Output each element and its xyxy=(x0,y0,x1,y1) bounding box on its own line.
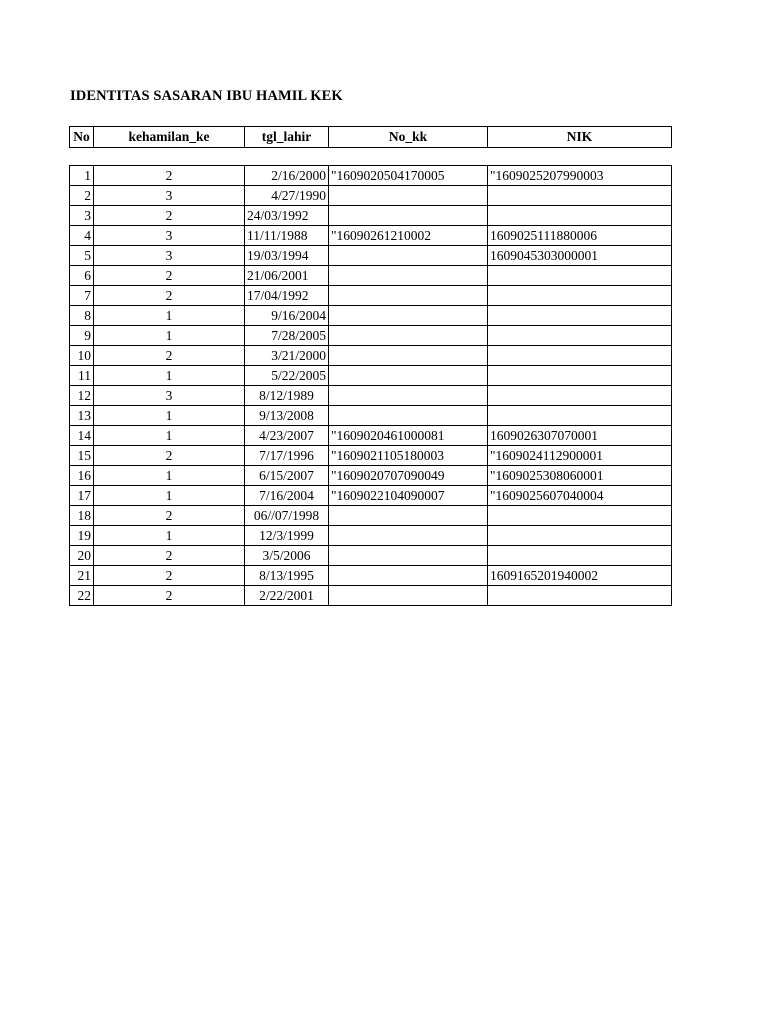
cell-nik: "1609025308060001 xyxy=(488,466,672,486)
cell-kehamilan-ke: 1 xyxy=(94,466,245,486)
cell-no-kk xyxy=(329,286,488,306)
cell-no-kk xyxy=(329,566,488,586)
table-row xyxy=(70,326,672,346)
cell-no-kk: "1609020707090049 xyxy=(329,466,488,486)
table-row xyxy=(70,186,672,206)
cell-nik xyxy=(488,506,672,526)
cell-nik xyxy=(488,386,672,406)
cell-no-kk xyxy=(329,346,488,366)
cell-kehamilan-ke: 3 xyxy=(94,386,245,406)
cell-no: 12 xyxy=(70,386,94,406)
cell-kehamilan-ke: 2 xyxy=(94,506,245,526)
cell-tgl-lahir: 7/28/2005 xyxy=(245,326,329,346)
cell-no-kk xyxy=(329,306,488,326)
cell-no: 14 xyxy=(70,426,94,446)
cell-kehamilan-ke: 2 xyxy=(94,586,245,606)
cell-tgl-lahir: 3/21/2000 xyxy=(245,346,329,366)
header-no: No xyxy=(70,127,94,148)
cell-nik xyxy=(488,346,672,366)
data-table xyxy=(69,165,672,606)
cell-tgl-lahir: 06//07/1998 xyxy=(245,506,329,526)
cell-kehamilan-ke: 2 xyxy=(94,346,245,366)
cell-tgl-lahir: 8/12/1989 xyxy=(245,386,329,406)
cell-no: 18 xyxy=(70,506,94,526)
cell-no: 11 xyxy=(70,366,94,386)
cell-no: 16 xyxy=(70,466,94,486)
table-row xyxy=(70,226,672,246)
cell-nik: 1609045303000001 xyxy=(488,246,672,266)
cell-no-kk xyxy=(329,406,488,426)
cell-kehamilan-ke: 1 xyxy=(94,426,245,446)
cell-no-kk xyxy=(329,186,488,206)
cell-no-kk xyxy=(329,206,488,226)
cell-no: 22 xyxy=(70,586,94,606)
cell-no: 20 xyxy=(70,546,94,566)
cell-tgl-lahir: 8/13/1995 xyxy=(245,566,329,586)
cell-tgl-lahir: 9/16/2004 xyxy=(245,306,329,326)
table-row xyxy=(70,446,672,466)
cell-no-kk: "16090261210002 xyxy=(329,226,488,246)
cell-no: 4 xyxy=(70,226,94,246)
cell-nik xyxy=(488,406,672,426)
table-row xyxy=(70,206,672,226)
cell-nik xyxy=(488,186,672,206)
cell-tgl-lahir: 4/27/1990 xyxy=(245,186,329,206)
cell-nik xyxy=(488,546,672,566)
header-tgl-lahir: tgl_lahir xyxy=(245,127,329,148)
cell-tgl-lahir: 12/3/1999 xyxy=(245,526,329,546)
header-kehamilan-ke: kehamilan_ke xyxy=(94,127,245,148)
cell-no-kk: "1609021105180003 xyxy=(329,446,488,466)
cell-no: 8 xyxy=(70,306,94,326)
cell-tgl-lahir: 21/06/2001 xyxy=(245,266,329,286)
cell-no: 19 xyxy=(70,526,94,546)
cell-no: 2 xyxy=(70,186,94,206)
cell-no: 10 xyxy=(70,346,94,366)
cell-tgl-lahir: 6/15/2007 xyxy=(245,466,329,486)
cell-no-kk: "1609020504170005 xyxy=(329,166,488,186)
cell-nik: "1609024112900001 xyxy=(488,446,672,466)
cell-nik: 1609165201940002 xyxy=(488,566,672,586)
table-row xyxy=(70,426,672,446)
table-row xyxy=(70,506,672,526)
cell-tgl-lahir: 17/04/1992 xyxy=(245,286,329,306)
cell-no-kk: "1609022104090007 xyxy=(329,486,488,506)
table-row xyxy=(70,306,672,326)
cell-nik: 1609025111880006 xyxy=(488,226,672,246)
table-row xyxy=(70,166,672,186)
table-row xyxy=(70,566,672,586)
cell-tgl-lahir: 7/16/2004 xyxy=(245,486,329,506)
cell-no-kk xyxy=(329,526,488,546)
cell-tgl-lahir: 5/22/2005 xyxy=(245,366,329,386)
cell-no: 6 xyxy=(70,266,94,286)
cell-kehamilan-ke: 1 xyxy=(94,526,245,546)
cell-no: 13 xyxy=(70,406,94,426)
cell-tgl-lahir: 7/17/1996 xyxy=(245,446,329,466)
table-row xyxy=(70,386,672,406)
table-row xyxy=(70,546,672,566)
header-nik: NIK xyxy=(488,127,672,148)
cell-no-kk xyxy=(329,506,488,526)
cell-no: 3 xyxy=(70,206,94,226)
cell-kehamilan-ke: 2 xyxy=(94,566,245,586)
table-row xyxy=(70,266,672,286)
table-row xyxy=(70,466,672,486)
cell-no: 15 xyxy=(70,446,94,466)
cell-kehamilan-ke: 1 xyxy=(94,406,245,426)
table-row xyxy=(70,406,672,426)
cell-kehamilan-ke: 1 xyxy=(94,326,245,346)
document-title: IDENTITAS SASARAN IBU HAMIL KEK xyxy=(70,88,343,104)
cell-no: 9 xyxy=(70,326,94,346)
cell-kehamilan-ke: 3 xyxy=(94,226,245,246)
cell-no-kk xyxy=(329,246,488,266)
table-body xyxy=(70,166,672,606)
cell-nik xyxy=(488,586,672,606)
cell-no: 5 xyxy=(70,246,94,266)
cell-no-kk xyxy=(329,326,488,346)
cell-no: 7 xyxy=(70,286,94,306)
cell-kehamilan-ke: 1 xyxy=(94,366,245,386)
cell-kehamilan-ke: 2 xyxy=(94,206,245,226)
cell-tgl-lahir: 3/5/2006 xyxy=(245,546,329,566)
table-row xyxy=(70,586,672,606)
header-row xyxy=(70,127,672,148)
cell-kehamilan-ke: 3 xyxy=(94,186,245,206)
table-header xyxy=(69,126,672,148)
cell-no: 17 xyxy=(70,486,94,506)
cell-no: 1 xyxy=(70,166,94,186)
cell-no-kk xyxy=(329,386,488,406)
cell-tgl-lahir: 24/03/1992 xyxy=(245,206,329,226)
cell-kehamilan-ke: 2 xyxy=(94,546,245,566)
cell-nik xyxy=(488,326,672,346)
cell-tgl-lahir: 2/16/2000 xyxy=(245,166,329,186)
cell-tgl-lahir: 19/03/1994 xyxy=(245,246,329,266)
table-row xyxy=(70,526,672,546)
table-row xyxy=(70,366,672,386)
cell-no-kk: "1609020461000081 xyxy=(329,426,488,446)
cell-tgl-lahir: 4/23/2007 xyxy=(245,426,329,446)
table-row xyxy=(70,346,672,366)
cell-nik: "1609025607040004 xyxy=(488,486,672,506)
cell-kehamilan-ke: 2 xyxy=(94,446,245,466)
cell-nik xyxy=(488,206,672,226)
cell-kehamilan-ke: 2 xyxy=(94,266,245,286)
table-row xyxy=(70,246,672,266)
cell-nik xyxy=(488,286,672,306)
table-row xyxy=(70,286,672,306)
cell-nik: "1609025207990003 xyxy=(488,166,672,186)
header-no-kk: No_kk xyxy=(329,127,488,148)
cell-no-kk xyxy=(329,366,488,386)
cell-nik xyxy=(488,366,672,386)
cell-tgl-lahir: 11/11/1988 xyxy=(245,226,329,246)
cell-nik xyxy=(488,266,672,286)
cell-no-kk xyxy=(329,546,488,566)
cell-kehamilan-ke: 1 xyxy=(94,486,245,506)
cell-no-kk xyxy=(329,266,488,286)
cell-no-kk xyxy=(329,586,488,606)
cell-nik: 1609026307070001 xyxy=(488,426,672,446)
cell-tgl-lahir: 2/22/2001 xyxy=(245,586,329,606)
cell-kehamilan-ke: 2 xyxy=(94,286,245,306)
cell-nik xyxy=(488,526,672,546)
cell-tgl-lahir: 9/13/2008 xyxy=(245,406,329,426)
cell-nik xyxy=(488,306,672,326)
cell-kehamilan-ke: 1 xyxy=(94,306,245,326)
cell-kehamilan-ke: 3 xyxy=(94,246,245,266)
table-row xyxy=(70,486,672,506)
cell-kehamilan-ke: 2 xyxy=(94,166,245,186)
cell-no: 21 xyxy=(70,566,94,586)
